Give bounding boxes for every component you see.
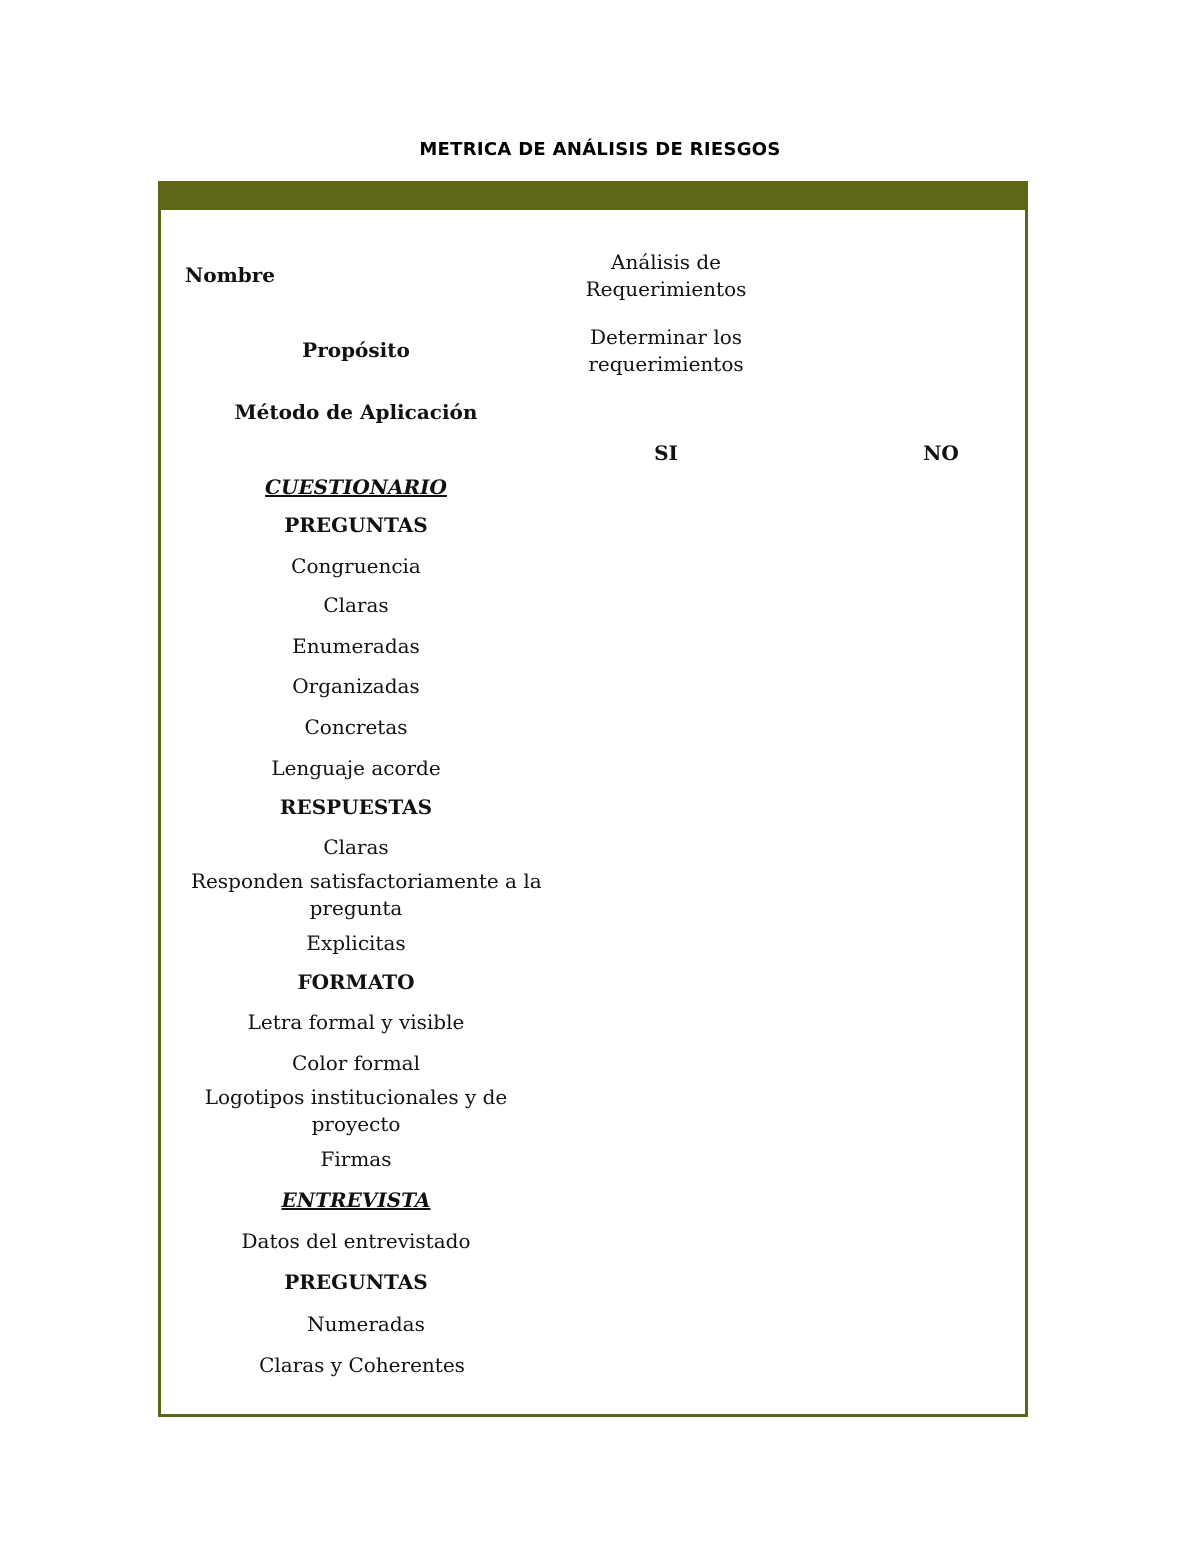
table-header-bar xyxy=(161,184,1025,210)
metric-table xyxy=(158,181,1028,1417)
list-item: Concretas xyxy=(304,715,408,739)
list-item: Datos del entrevistado xyxy=(241,1229,471,1253)
preguntas-heading: PREGUNTAS xyxy=(284,513,428,537)
proposito-label: Propósito xyxy=(302,338,410,362)
nombre-value-line1: Análisis de xyxy=(611,250,721,274)
list-item: Claras y Coherentes xyxy=(259,1353,465,1377)
formato-heading: FORMATO xyxy=(297,970,415,994)
respuestas-heading: RESPUESTAS xyxy=(279,795,433,819)
list-item: Numeradas xyxy=(307,1312,425,1336)
list-item: proyecto xyxy=(311,1112,401,1136)
nombre-label: Nombre xyxy=(185,263,276,287)
list-item: pregunta xyxy=(309,896,403,920)
list-item: Explicitas xyxy=(306,931,406,955)
list-item: Congruencia xyxy=(291,554,421,578)
nombre-value-line2: Requerimientos xyxy=(585,277,747,301)
list-item: Claras xyxy=(323,593,389,617)
document-title: METRICA DE ANÁLISIS DE RIESGOS xyxy=(419,139,781,160)
list-item: Organizadas xyxy=(292,674,420,698)
list-item: Lenguaje acorde xyxy=(271,756,441,780)
list-item: Claras xyxy=(323,835,389,859)
proposito-value-line2: requerimientos xyxy=(588,352,744,376)
metodo-label: Método de Aplicación xyxy=(234,400,478,424)
entrevista-preguntas-heading: PREGUNTAS xyxy=(284,1270,428,1294)
list-item: Letra formal y visible xyxy=(247,1010,465,1034)
entrevista-title: ENTREVISTA xyxy=(281,1188,431,1212)
list-item: Enumeradas xyxy=(292,634,420,658)
list-item: Color formal xyxy=(292,1051,420,1075)
list-item: Logotipos institucionales y de xyxy=(204,1085,508,1109)
si-column-header: SI xyxy=(654,441,678,465)
list-item: Firmas xyxy=(320,1147,392,1171)
no-column-header: NO xyxy=(923,441,959,465)
proposito-value-line1: Determinar los xyxy=(589,325,743,349)
cuestionario-title: CUESTIONARIO xyxy=(265,475,447,499)
list-item: Responden satisfactoriamente a la xyxy=(191,869,542,893)
